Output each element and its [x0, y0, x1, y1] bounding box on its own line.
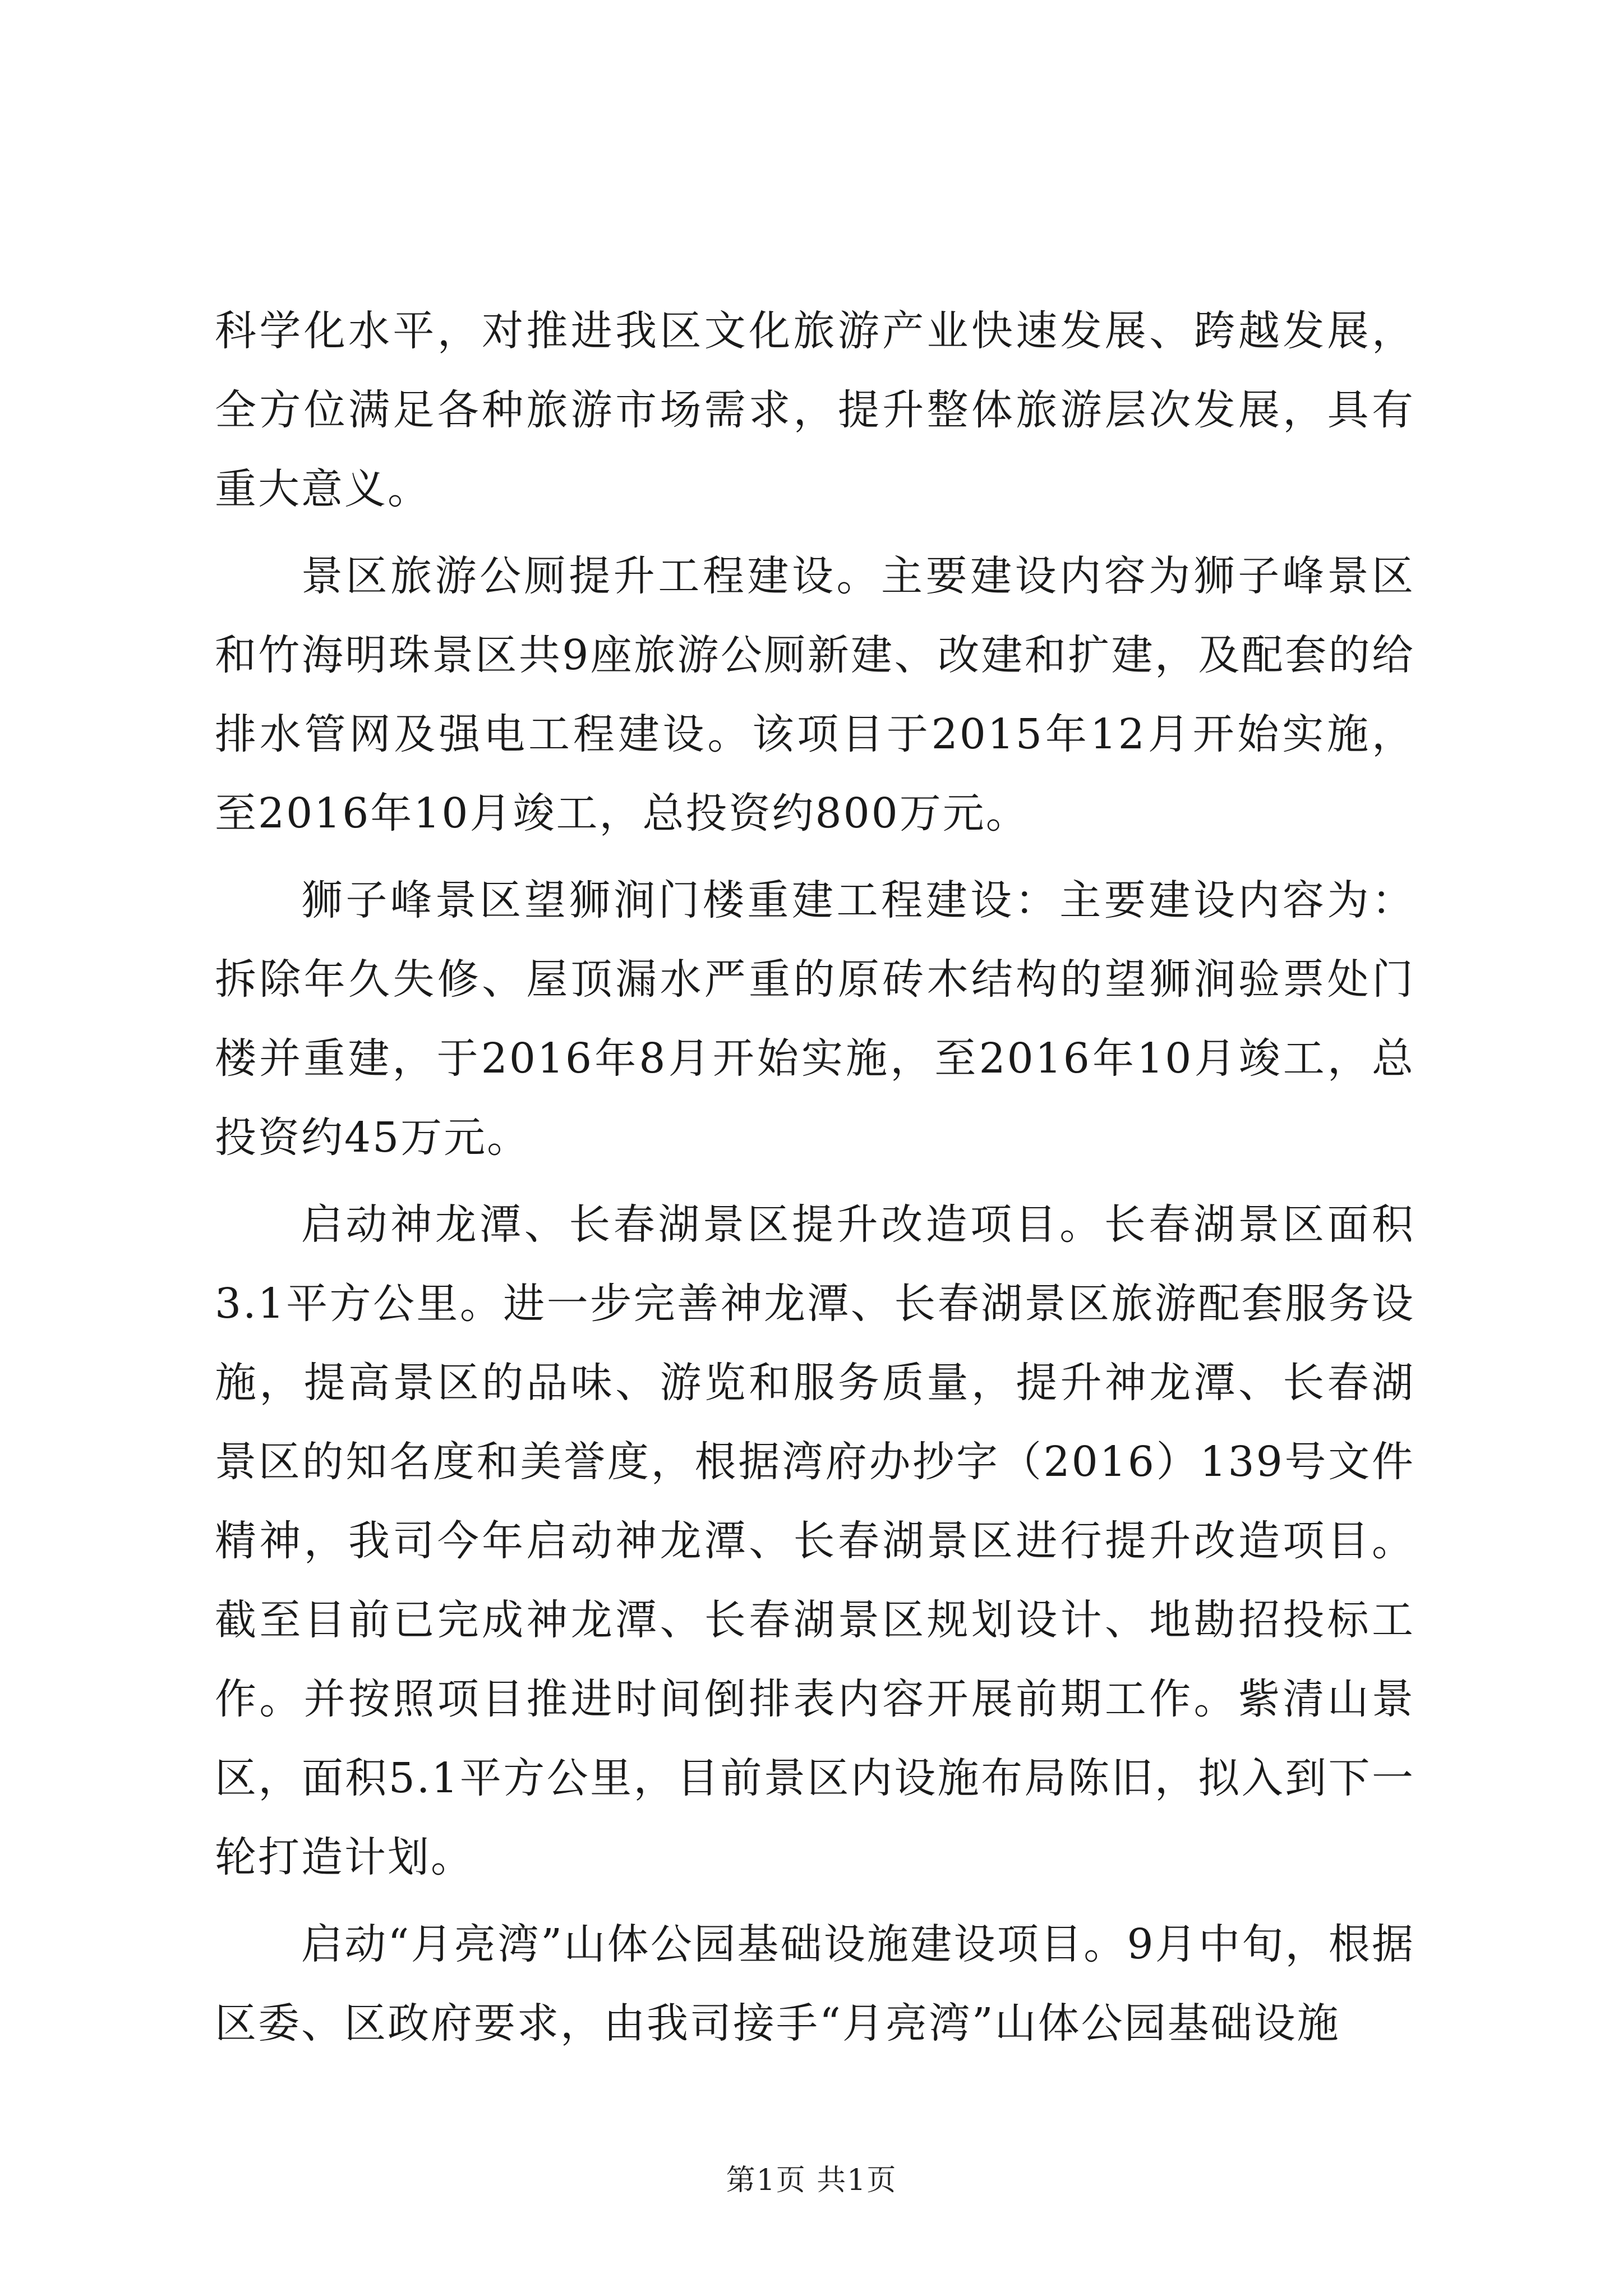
paragraph-4: 启动神龙潭、长春湖景区提升改造项目。长春湖景区面积3.1平方公里。进一步完善神龙潭、长春湖景区旅游配套服务设施，提高景区的品味、游览和服务质量，提升神龙潭、长春湖景区的知名度和美誉度，根据湾府办抄字（2016）139号文件精神，我司今年启动神龙潭、长春湖景区进行提升改造项目。截至目前已完成神龙潭、长春湖景区规划设计、地勘招投标工作。并按照项目推进时间倒排表内容开展前期工作。紫清山景区，面积5.1平方公里，目前景区内设施布局陈旧，拟入到下一轮打造计划。 — [215, 1200, 1415, 1881]
paragraph-3: 狮子峰景区望狮涧门楼重建工程建设：主要建设内容为：拆除年久失修、屋顶漏水严重的原砖木结构的望狮涧验票处门楼并重建，于2016年8月开始实施，至2016年10月竣工，总投资约45万元。 — [215, 876, 1415, 1162]
document-body — [215, 292, 1415, 2063]
paragraph-2: 景区旅游公厕提升工程建设。主要建设内容为狮子峰景区和竹海明珠景区共9座旅游公厕新建、改建和扩建，及配套的给排水管网及强电工程建设。该项目于2015年12月开始实施，至2016年10月竣工，总投资约800万元。 — [215, 552, 1415, 838]
page-footer: 第1页 共1页 — [726, 2164, 897, 2197]
paragraph-5: 启动“月亮湾”山体公园基础设施建设项目。9月中旬，根据区委、区政府要求，由我司接手“月亮湾”山体公园基础设施 — [215, 1920, 1415, 2047]
paragraph-1: 科学化水平，对推进我区文化旅游产业快速发展、跨越发展，全方位满足各种旅游市场需求，提升整体旅游层次发展，具有重大意义。 — [215, 307, 1415, 513]
